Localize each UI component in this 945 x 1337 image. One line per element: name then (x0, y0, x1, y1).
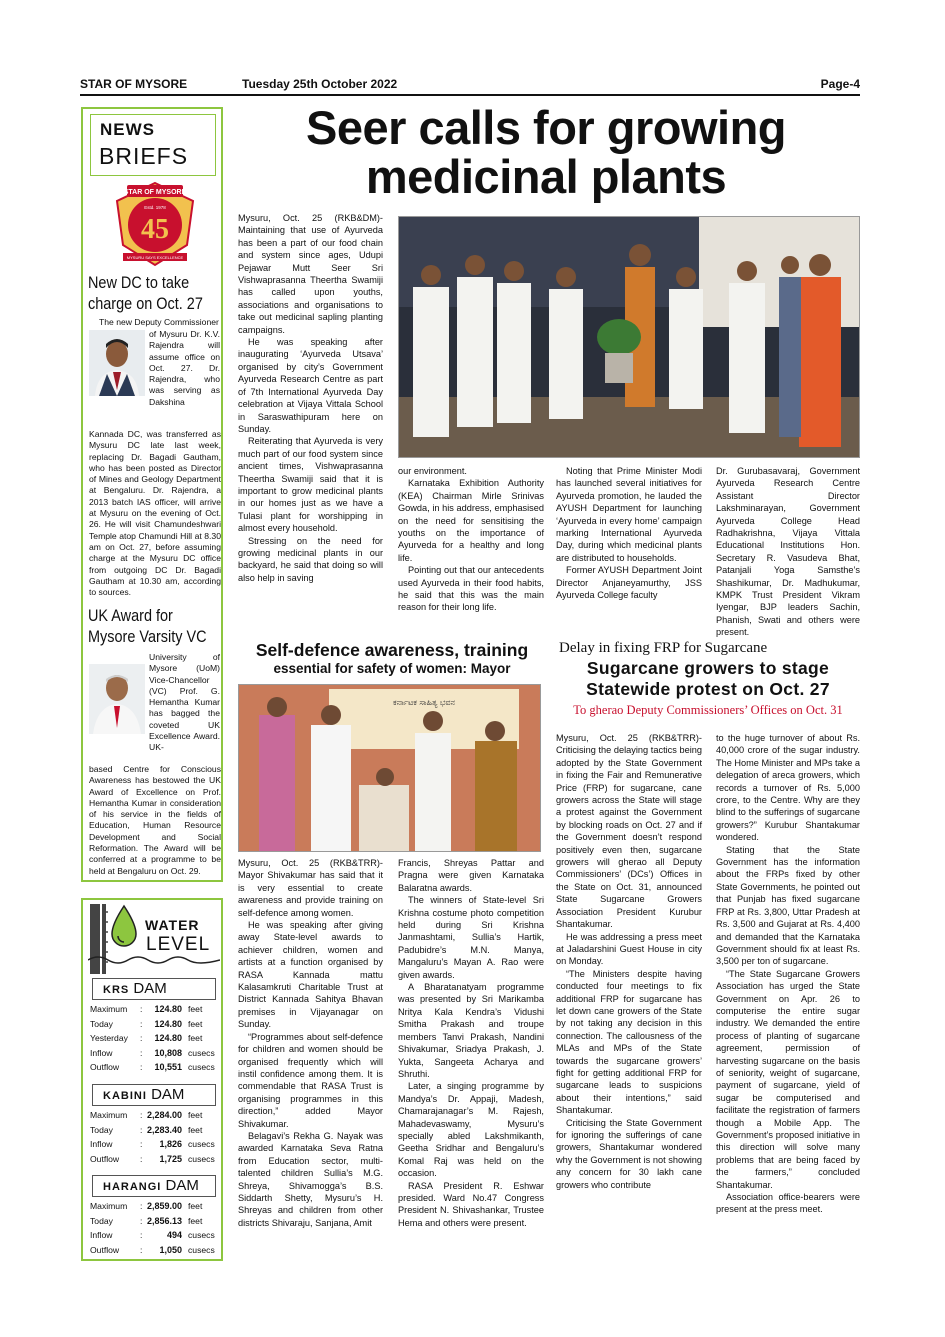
lead-headline: Seer calls for growing medicinal plants (305, 101, 787, 203)
selfdefence-photo-image (239, 685, 541, 852)
news-label: NEWS (100, 120, 155, 139)
sugarcane-deck: To gherao Deputy Commissioners’ Offices on Oct. 31 (573, 703, 843, 717)
issue-date: Tuesday 25th October 2022 (242, 77, 398, 91)
logo-estd: Estd. 1978 (144, 205, 166, 210)
sugarcane-main-head: Sugarcane growers to stage Statewide protest on Oct. 27 (586, 658, 830, 699)
dam-row: Maximum : 2,859.00 feet (90, 1201, 203, 1211)
lead-photo (398, 216, 860, 458)
lead-column-1: Mysuru, Oct. 25 (RKB&DM)- Maintaining that use of Ayurveda has been a part of our food chain and system since ages, Udupi Pejawar Mutt Seer Sri Vishwaprasanna Theertha Swamiji has called upon youths, associations and organisations to take out medicinal sapling planting campaigns. He was speaking after inaugurating ‘Ayurveda Utsava’ organised by city’s Government Ayurveda Research Centre as part of 7th International Ayurveda Day celebration at Vijaya Vittala School in Saraswathipuram here on Sunday. Reiterating that Ayurveda is very much part of our food system since ancient times, Vishwaprasanna Theertha Swamiji said that it is important to grow medicinal plants in our homes just as we have a Tulasi plant for worshipping in almost every household. Stressing on the need for growing medicinal plants in our backyard, he said that doing so will also help in saving (238, 213, 383, 583)
logo-text: STAR OF MYSORE (123, 189, 187, 196)
photo-banner-text: ಕರ್ನಾಟಕ ಸಾಹಿತ್ಯ ಭವನ (393, 698, 455, 707)
sugarcane-kicker: Delay in fixing FRP for Sugarcane (559, 640, 768, 656)
dam-row: Inflow : 10,808 cusecs (90, 1047, 215, 1058)
logo-number: 45 (141, 214, 169, 245)
paper-name: STAR OF MYSORE (80, 77, 188, 91)
dam-label-kabini: KABINI DAM (92, 1084, 216, 1106)
news-briefs-header (90, 114, 216, 176)
brief-title-uk-award: UK Award for Mysore Varsity VC (88, 606, 207, 646)
lead-photo-image (399, 217, 860, 458)
dam-rows-krs (90, 1004, 220, 1077)
brief-new-dc-intro: The new Deputy Commissioner (99, 317, 219, 327)
dam-row: Today : 2,856.13 feet (90, 1215, 203, 1226)
dam-row: Today : 2,283.40 feet (90, 1124, 203, 1135)
brief-new-dc-beside: of Mysuru Dr. K.V. Rajendra will assume office on Oct. 27. Dr. Rajendra, who was serving as Dakshina (149, 329, 220, 407)
selfdefence-column-2: Francis, Shreyas Pattar and Pragna were given Karnataka Balaratna awards. The winners of State-level Sri Krishna costume photo competition held during Sri Krishna Janmashtami, Sullia’s Hartik, Padubidre’s M.N. Manya, Mangaluru’s Mayan A. Rao were given awards. A Bharatanatyam programme was presented by Sri Marikamba Nritya Kala Kendra’s Vidushi Smitha Prakash and troupe members Tanvi Prakash, Nandini Shivakumar, Sriadya Prakash, J. Yukta, Sangeeta Acharya and Shruthi. Later, a singing programme by Mandya’s Dr. Appaji, Madesh, Chamarajanagar’s M. Rajesh, Mahadevaswamy, Mysuru’s specially abled Lakshmikanth, Geetha Sridhar and Bengaluru’s Komal Raj was held on the occasion. RASA President R. Eshwar presided. Ward No.47 Congress President N. Shivashankar, Trustee Hema and others were present. (398, 858, 544, 1228)
brief-new-dc-body: Kannada DC, was transferred as Mysuru DC late last week, replacing Dr. Bagadi Gautham, who has been posted as Director of Mines and Geology Department at Bengaluru. Dr. Rajendra, a 2013 batch IAS officer, will arrive at Mysuru on the evening of Oct. 26. He will visit Chamundeshwari Temple atop Chamundi Hill at 8.30 am on Oct. 27, before assuming charge at the Mysuru DC office from outgoing DC Dr. Bagadi Gautham at 10.30 am, according to sources. (89, 429, 221, 598)
dam-row: Inflow : 1,826 cusecs (90, 1139, 215, 1149)
water-title-2: LEVEL (146, 934, 211, 955)
brief-uk-award-body: based Centre for Conscious Awareness has bestowed the UK Award of Excellence on Prof. Hemantha Kumar in consideration of his service in the fields of Education, Human Resource Development and Social Reformation. The Award will be conferred at a programme to be held at Bengaluru on Oct. 29. (89, 764, 221, 876)
dam-label-harangi: HARANGI DAM (92, 1175, 216, 1197)
dam-row: Outflow : 1,725 cusecs (90, 1153, 215, 1164)
lead-column-3: Noting that Prime Minister Modi has launched several initiatives for Ayurveda promotion, he lauded the AYUSH Department for launching ‘Ayurveda in every home’ campaign marking International Ayurveda Day, during which medicinal plants are distributed to households. Former AYUSH Department Joint Director Anjaneyamurthy, JSS Ayurveda College faculty (556, 466, 702, 601)
lead-column-2: our environment. Karnataka Exhibition Authority (KEA) Chairman Mirle Srinivas Gowda, in his address, emphasised on the need for sensitising the youths on the importance of Ayurveda for a healthy and long life. Pointing out that our antecedents used Ayurveda in their food habits, he said that this was the main reason for their long life. (398, 466, 544, 613)
star-of-mysore-45-logo (113, 179, 197, 269)
lead-column-4: Dr. Gurubasavaraj, Government Ayurveda Research Centre Assistant Director Lakshminarayan, Government Ayurveda College Head Radhakrishna, Vijaya Vittala Educational Institutions Hon. Secretary R. Vasudeva Bhat, Patanjali Yoga Samsthe’s Shashikumar, Dr. Madhukumar, KMPK Trust President Vikram Iyengar, BJP leaders Sachin, Phanish, Swati and others were present. (716, 466, 860, 638)
dam-row: Yesterday : 124.80 feet (90, 1033, 203, 1043)
selfdefence-column-1: Mysuru, Oct. 25 (RKB&TRR)- Mayor Shivakumar has said that it is very essential to create awareness and provide training on self-defence among women. He was speaking after giving away State-level awards to achiever children, women and artists at a function organised by RASA Kannada mattu Kalasamkruti Charitable Trust at District Kannada Sahitya Bhavan premises in Vijayanagar on Sunday. “Programmes about self-defence for children and women should be organised frequently which will instil confidence among them. It is commendable that RASA Trust is organising programmes in this direction,” added Mayor Shivakumar. Belagavi’s Rekha G. Nayak was awarded Karnataka Seva Ratna from Education sector, multi-talented children Sullia’s M.G. Shreya, Shivamogga’s B.S. Siddarth Shetty, Mysuru’s H. Shreyas and children from other districts Shivaraju, Sanjana, Amit (238, 858, 383, 1228)
news-briefs-box (81, 107, 223, 882)
dam-rows-harangi (90, 1201, 220, 1259)
selfdefence-photo (238, 684, 541, 852)
dam-rows-kabini (90, 1110, 220, 1168)
dam-row: Outflow : 10,551 cusecs (90, 1062, 215, 1072)
dc-portrait (89, 330, 145, 396)
water-level-header (88, 904, 220, 974)
vc-portrait-image (89, 664, 145, 734)
sugarcane-column-2: to the huge turnover of about Rs. 40,000 crore of the sugar industry. The Home Minister and MPs take a delegation of areca growers, which records a turnover of Rs. 5,000 crore, to the Centre. Why are they blind to the sufferings of sugarcane growers?” Kurubur Shantakumar wondered. Stating that the State Government has the information about the FRPs fixed by other State Governments, he pointed out that Punjab has fixed sugarcane FRP at Rs. 3,800, Uttar Pradesh at Rs. 3,500 and Gujarat at Rs. 4,400 and demanded that the Karnataka Government should fix at least Rs. 3,500 per ton of sugarcane. “The State Sugarcane Growers Association has urged the State Government on Apr. 26 to computerise the entire sugar industry. We demanded the entire process of planting of sugarcane agreement, permission of harvesting sugarcane on the basis of seniority, weight of sugarcane, payment of sugarcane, yield of sugar be computerised and facilitate the registration of farmers though a Mobile App. The Government’s proposed initiative in this direction will solve many problems that are being faced by the farmers,” concluded Shantakumar. Association office-bearers were present at the press meet. (716, 733, 860, 1215)
dam-row: Maximum : 2,284.00 feet (90, 1110, 203, 1120)
dam-row: Outflow : 1,050 cusecs (90, 1244, 215, 1255)
sugarcane-headline (556, 638, 860, 719)
logo-motto: MYSURU SAYS EXCELLENCE (126, 255, 184, 260)
page-number: Page-4 (820, 77, 860, 91)
sugarcane-column-1: Mysuru, Oct. 25 (RKB&TRR)- Criticising the delaying tactics being adopted by the State Government in fixing the Fair and Remunerative Price (FRP) for sugarcane, cane growers across the State will stage a protest against the Government by blocking roads on Oct. 27 and if the Government doesn’t respond positively even then, sugarcane growers will gherao all Deputy Commissioners’ (DCs’) Offices in the State on Oct. 31, announced State Sugarcane Growers Association President Kurubur Shantakumar. He was addressing a press meet at Jaladarshini Guest House in city on Monday. “The Ministers despite having conducted four meetings to fix additional FRP for sugarcane has let down cane growers of the State by not taking any decision in this connection. The callousness of the MLAs and MPs of the State towards the sugarcane growers’ fight for getting additional FRP for sugarcane leads to suspicions about their intentions,” said Shantakumar. Criticising the State Government for ignoring the sufferings of cane growers, Shantakumar wondered why the Government is not showing any concern for 30 lakh cane growers who contribute (556, 733, 702, 1190)
brief-title-new-dc: New DC to take charge on Oct. 27 (88, 273, 203, 313)
dam-label-krs: KRS DAM (92, 978, 216, 1000)
dam-row: Inflow : 494 cusecs (90, 1230, 215, 1240)
dam-row: Maximum : 124.80 feet (90, 1004, 203, 1014)
brief-uk-award-beside: University of Mysore (UoM) Vice-Chancellor (VC) Prof. G. Hemantha Kumar has bagged the coveted UK Excellence Award. UK- (149, 652, 220, 753)
masthead (80, 77, 860, 93)
water-title-1: WATER (145, 917, 200, 933)
selfdefence-headline: Self-defence awareness, training essential for safety of women: Mayor (255, 640, 529, 676)
briefs-label: BRIEFS (99, 143, 189, 169)
dc-portrait-image (89, 330, 145, 396)
masthead-rule (80, 94, 860, 96)
water-level-box (81, 898, 223, 1261)
vc-portrait (89, 664, 145, 734)
dam-row: Today : 124.80 feet (90, 1018, 203, 1029)
